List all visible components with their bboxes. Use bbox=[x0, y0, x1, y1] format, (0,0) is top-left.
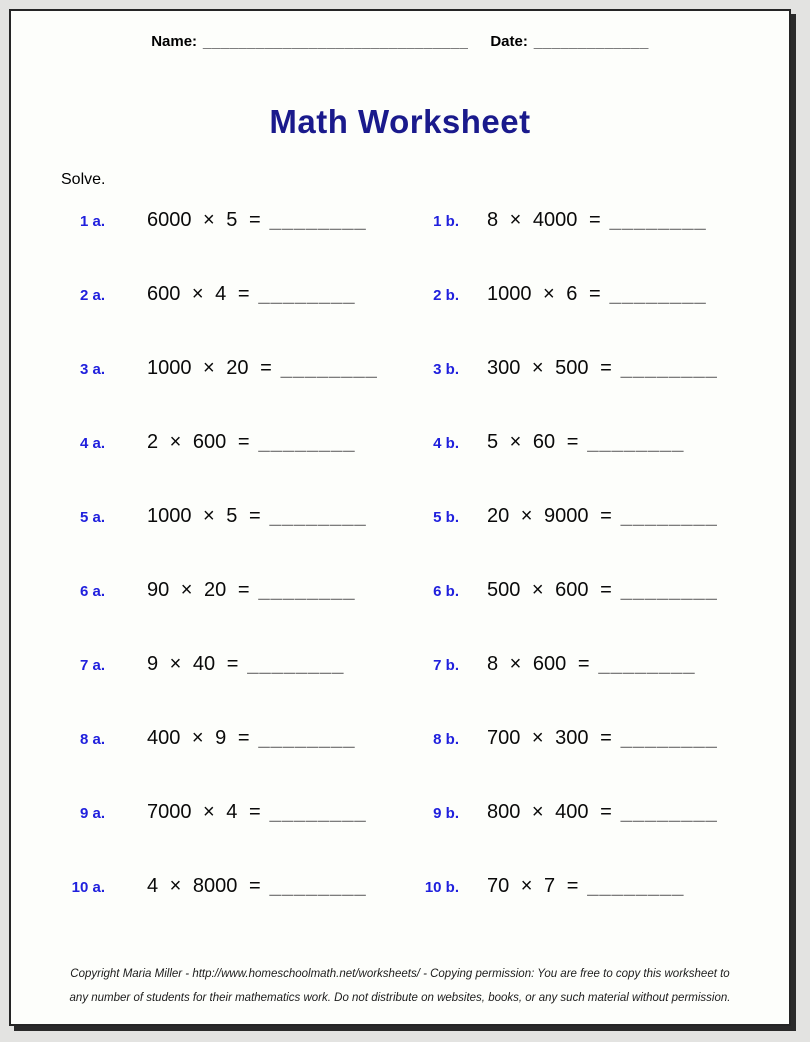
problem-label: 10 a. bbox=[71, 879, 105, 896]
problem-label: 9 b. bbox=[433, 805, 459, 822]
problem-expression: 300 × 500 = bbox=[487, 357, 612, 379]
problem-label: 7 a. bbox=[79, 657, 105, 674]
answer-blank: ________ bbox=[620, 579, 718, 601]
answer-blank: ________ bbox=[269, 505, 367, 527]
problem-row bbox=[11, 209, 789, 283]
answer-blank: ________ bbox=[258, 431, 356, 453]
problem-row bbox=[11, 801, 789, 875]
problem-label: 2 a. bbox=[79, 287, 105, 304]
header bbox=[11, 33, 789, 50]
problem-row bbox=[11, 431, 789, 505]
problem-row bbox=[11, 653, 789, 727]
problems-grid bbox=[11, 209, 789, 949]
instruction-text: Solve. bbox=[61, 171, 106, 188]
problem-2a bbox=[61, 283, 419, 306]
problem-row bbox=[11, 727, 789, 801]
problem-10a bbox=[61, 875, 419, 898]
problem-row bbox=[11, 579, 789, 653]
problem-expression: 1000 × 20 = bbox=[147, 357, 272, 379]
problem-label: 6 a. bbox=[79, 583, 105, 600]
problem-expression: 9 × 40 = bbox=[147, 653, 239, 675]
problem-1a bbox=[61, 209, 419, 232]
problem-8a bbox=[61, 727, 419, 750]
name-line: ______________________________ bbox=[203, 33, 469, 50]
problem-expression: 8 × 4000 = bbox=[487, 209, 601, 231]
problem-label: 1 b. bbox=[433, 213, 459, 230]
worksheet-page bbox=[9, 9, 791, 1026]
problem-expression: 8 × 600 = bbox=[487, 653, 590, 675]
problem-8b bbox=[419, 727, 789, 750]
problem-label: 4 b. bbox=[433, 435, 459, 452]
answer-blank: ________ bbox=[587, 431, 685, 453]
answer-blank: ________ bbox=[258, 579, 356, 601]
answer-blank: ________ bbox=[620, 801, 718, 823]
problem-expression: 1000 × 6 = bbox=[487, 283, 601, 305]
problem-label: 7 b. bbox=[433, 657, 459, 674]
problem-label: 5 b. bbox=[433, 509, 459, 526]
answer-blank: ________ bbox=[620, 505, 718, 527]
problem-label: 5 a. bbox=[79, 509, 105, 526]
problem-5a bbox=[61, 505, 419, 528]
problem-1b bbox=[419, 209, 789, 232]
problem-expression: 2 × 600 = bbox=[147, 431, 250, 453]
page-title: Math Worksheet bbox=[269, 103, 531, 140]
problem-4a bbox=[61, 431, 419, 454]
problem-expression: 400 × 9 = bbox=[147, 727, 250, 749]
problem-row bbox=[11, 875, 789, 949]
problem-expression: 500 × 600 = bbox=[487, 579, 612, 601]
problem-2b bbox=[419, 283, 789, 306]
answer-blank: ________ bbox=[269, 875, 367, 897]
problem-expression: 70 × 7 = bbox=[487, 875, 579, 897]
problem-label: 6 b. bbox=[433, 583, 459, 600]
problem-expression: 4 × 8000 = bbox=[147, 875, 261, 897]
problem-5b bbox=[419, 505, 789, 528]
problem-label: 10 b. bbox=[424, 879, 459, 896]
problem-label: 3 a. bbox=[79, 361, 105, 378]
answer-blank: ________ bbox=[258, 727, 356, 749]
problem-3a bbox=[61, 357, 419, 380]
problem-label: 4 a. bbox=[79, 435, 105, 452]
answer-blank: ________ bbox=[609, 283, 707, 305]
problem-expression: 1000 × 5 = bbox=[147, 505, 261, 527]
problem-label: 8 b. bbox=[433, 731, 459, 748]
answer-blank: ________ bbox=[587, 875, 685, 897]
problem-expression: 5 × 60 = bbox=[487, 431, 579, 453]
answer-blank: ________ bbox=[269, 209, 367, 231]
problem-row bbox=[11, 505, 789, 579]
problem-expression: 600 × 4 = bbox=[147, 283, 250, 305]
answer-blank: ________ bbox=[598, 653, 696, 675]
problem-label: 1 a. bbox=[79, 213, 105, 230]
problem-10b bbox=[419, 875, 789, 898]
answer-blank: ________ bbox=[247, 653, 345, 675]
name-label: Name: bbox=[151, 33, 198, 50]
copyright-notice: Copyright Maria Miller - http://www.homeschoolmath.net/worksheets/ - Copying permission: You are free to copy this worksheet to any number of students for their mathematics work. Do not distribute on websites, books, or any such material without permission. bbox=[69, 968, 731, 1004]
problem-label: 2 b. bbox=[433, 287, 459, 304]
answer-blank: ________ bbox=[620, 727, 718, 749]
answer-blank: ________ bbox=[280, 357, 378, 379]
date-label: Date: bbox=[490, 33, 528, 50]
answer-blank: ________ bbox=[258, 283, 356, 305]
problem-9a bbox=[61, 801, 419, 824]
problem-expression: 800 × 400 = bbox=[487, 801, 612, 823]
problem-row bbox=[11, 283, 789, 357]
problem-label: 8 a. bbox=[79, 731, 105, 748]
problem-6a bbox=[61, 579, 419, 602]
problem-3b bbox=[419, 357, 789, 380]
problem-row bbox=[11, 357, 789, 431]
answer-blank: ________ bbox=[609, 209, 707, 231]
problem-label: 9 a. bbox=[79, 805, 105, 822]
problem-expression: 700 × 300 = bbox=[487, 727, 612, 749]
problem-expression: 90 × 20 = bbox=[147, 579, 250, 601]
problem-expression: 20 × 9000 = bbox=[487, 505, 612, 527]
answer-blank: ________ bbox=[269, 801, 367, 823]
footer bbox=[11, 962, 789, 1010]
problem-7b bbox=[419, 653, 789, 676]
problem-expression: 6000 × 5 = bbox=[147, 209, 261, 231]
problem-4b bbox=[419, 431, 789, 454]
problem-label: 3 b. bbox=[433, 361, 459, 378]
problem-7a bbox=[61, 653, 419, 676]
date-line: _____________ bbox=[533, 33, 649, 50]
problem-expression: 7000 × 4 = bbox=[147, 801, 261, 823]
problem-9b bbox=[419, 801, 789, 824]
problem-6b bbox=[419, 579, 789, 602]
answer-blank: ________ bbox=[620, 357, 718, 379]
